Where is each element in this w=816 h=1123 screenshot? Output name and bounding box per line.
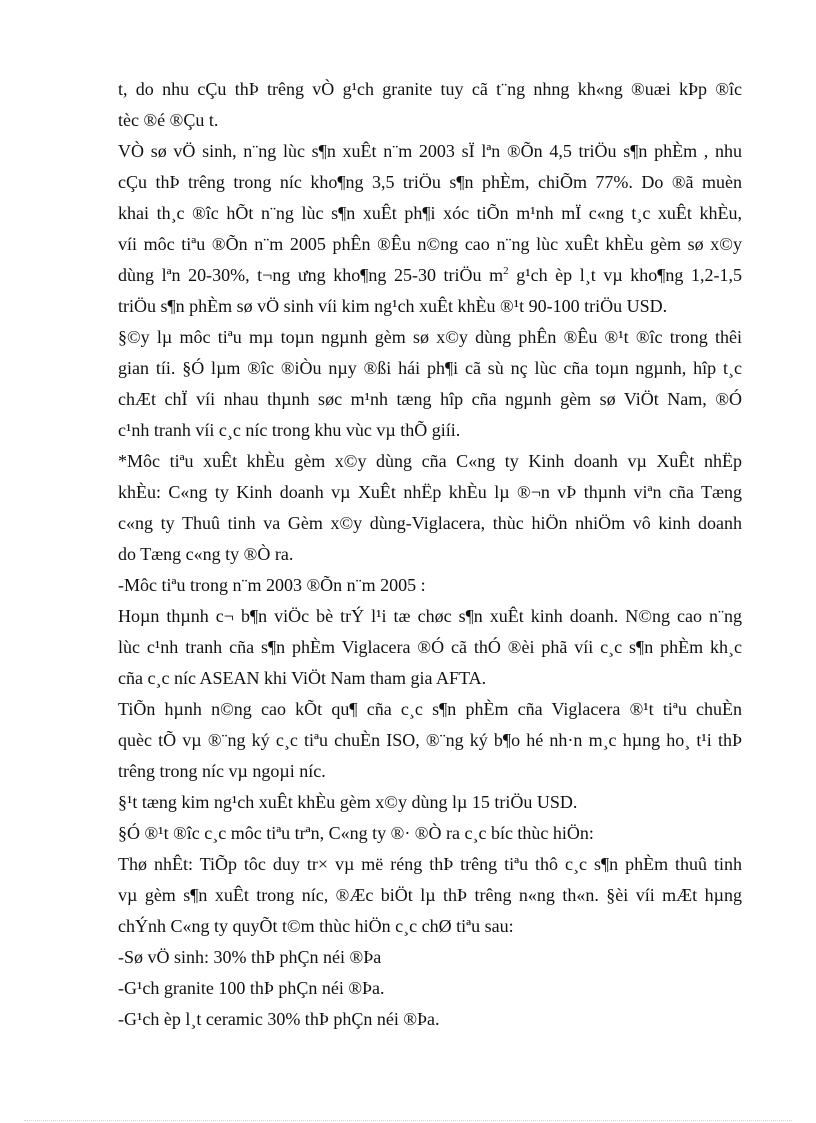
text-line: §©y lµ môc tiªu mµ toµn ngµnh gèm sø x©y dùng phÊn ®Êu ®¹t ®îc trong thêi xyxy=(118,327,742,347)
text-line: -Sø vÖ sinh: 30% thÞ phÇn néi ®Þa xyxy=(118,947,382,967)
text-line: vµ gèm s¶n xuÊt trong níc, ®Æc biÖt lµ thÞ trêng n«ng th«n. §èi víi mÆt hµng xyxy=(118,885,742,905)
document-page xyxy=(118,74,742,1035)
text-line: do Tæng c«ng ty ®Ò ra. xyxy=(118,544,294,564)
text-line: triÖu s¶n phÈm sø vÖ sinh víi kim ng¹ch xuÊt khÈu ®¹t 90-100 triÖu USD. xyxy=(118,296,668,316)
text-line: chÝnh C«ng ty quyÕt t©m thùc hiÖn c¸c chØ tiªu sau: xyxy=(118,916,514,936)
text-line: cña c¸c níc ASEAN khi ViÖt Nam tham gia AFTA. xyxy=(118,668,487,688)
text-line: tèc ®é ®Çu t. xyxy=(118,110,219,130)
text-line: khÈu: C«ng ty Kinh doanh vµ XuÊt nhËp khÈu lµ ®¬n vÞ thµnh viªn cña Tæng xyxy=(118,482,742,502)
text-line: cÇu thÞ trêng trong níc kho¶ng 3,5 triÖu s¶n phÈm, chiÕm 77%. Do ®ã muèn xyxy=(118,172,742,192)
text-line: TiÕn hµnh n©ng cao kÕt qu¶ cña c¸c s¶n phÈm cña Viglacera ®¹t tiªu chuÈn xyxy=(118,699,742,719)
text-line: víi môc tiªu ®Õn n¨m 2005 phÊn ®Êu n©ng cao n¨ng lùc xuÊt khÈu gèm sø x©y xyxy=(118,234,742,254)
text-line: t, do nhu cÇu thÞ trêng vÒ g¹ch granite tuy cã t¨ng nhng kh«ng ®uæi kÞp ®îc xyxy=(118,79,742,99)
text-segment: dùng lªn 20-30%, t¬ng ưng kho¶ng 25-30 triÖu m xyxy=(118,265,504,285)
text-line-with-superscript xyxy=(118,260,742,291)
text-line: Thø nhÊt: TiÕp tôc duy tr× vµ më réng thÞ trêng tiªu thô c¸c s¶n phÈm thuû tinh xyxy=(118,854,742,874)
text-line: trêng trong níc vµ ngoµi níc. xyxy=(118,761,326,781)
text-line: §Ó ®¹t ®îc c¸c môc tiªu trªn, C«ng ty ®· ®Ò ra c¸c bíc thùc hiÖn: xyxy=(118,823,594,843)
text-line: §¹t tæng kim ng¹ch xuÊt khÈu gèm x©y dùng lµ 15 triÖu USD. xyxy=(118,792,578,812)
page-bottom-divider xyxy=(24,1120,792,1121)
text-line: quèc tÕ vµ ®¨ng ký c¸c tiªu chuÈn ISO, ®¨ng ký b¶o hé nh·n m¸c hµng ho¸ t¹i thÞ xyxy=(118,730,742,750)
text-line: VÒ sø vÖ sinh, n¨ng lùc s¶n xuÊt n¨m 2003 sÏ lªn ®Õn 4,5 triÖu s¶n phÈm , nhu xyxy=(118,141,742,161)
text-line: -G¹ch granite 100 thÞ phÇn néi ®Þa. xyxy=(118,978,385,998)
text-line: Hoµn thµnh c¬ b¶n viÖc bè trÝ l¹i tæ chøc s¶n xuÊt kinh doanh. N©ng cao n¨ng xyxy=(118,606,742,626)
text-line: c¹nh tranh víi c¸c níc trong khu vùc vµ thÕ giíi. xyxy=(118,420,461,440)
superscript: 2 xyxy=(503,265,509,277)
text-segment: g¹ch èp l¸t vµ kho¶ng 1,2-1,5 xyxy=(508,265,742,285)
text-line: c«ng ty Thuû tinh va Gèm x©y dùng-Viglacera, thùc hiÖn nhiÖm vô kinh doanh xyxy=(118,513,742,533)
text-line: khai th¸c ®îc hÕt n¨ng lùc s¶n xuÊt ph¶i xóc tiÕn m¹nh mÏ c«ng t¸c xuÊt khÈu, xyxy=(118,203,742,223)
text-line: -Môc tiªu trong n¨m 2003 ®Õn n¨m 2005 : xyxy=(118,575,426,595)
text-line: -G¹ch èp l¸t ceramic 30% thÞ phÇn néi ®Þa. xyxy=(118,1009,440,1029)
text-line: *Môc tiªu xuÊt khÈu gèm x©y dùng cña C«ng ty Kinh doanh vµ XuÊt nhËp xyxy=(118,451,742,471)
text-line: lùc c¹nh tranh cña s¶n phÈm Viglacera ®Ó cã thÓ ®èi phã víi c¸c s¶n phÈm kh¸c xyxy=(118,637,742,657)
text-line: gian tíi. §Ó lµm ®îc ®iÒu nµy ®ßi hái ph¶i cã sù nç lùc cña toµn ngµnh, hîp t¸c xyxy=(118,358,742,378)
text-line: chÆt chÏ víi nhau thµnh søc m¹nh tæng hîp cña ngµnh gèm sø ViÖt Nam, ®Ó xyxy=(118,389,742,409)
